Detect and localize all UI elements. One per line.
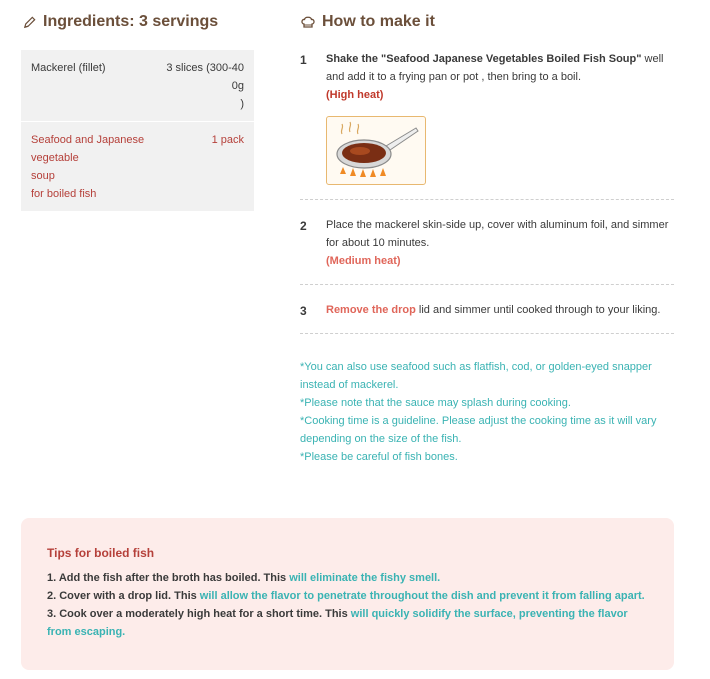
step-divider: [300, 284, 674, 285]
frying-pan-icon: [330, 120, 422, 182]
step-2: [300, 214, 674, 270]
note: *Cooking time is a guideline. Please adjust the cooking time as it will vary depending on the size of the fish.: [300, 415, 657, 445]
note: *Please note that the sauce may splash during cooking.: [300, 397, 571, 409]
pencil-icon: [22, 15, 37, 30]
step-body: Shake the "Seafood Japanese Vegetables Boiled Fish Soup" well and add it to a frying pan or pot , then bring to a boil. (High heat): [326, 50, 674, 185]
tips-text: 1. Add the fish after the broth has boiled. This will eliminate the fishy smell. 2. Cover with a drop lid. This will allow the flavor to penetrate throughout the dish and prevent it from falling apart. 3. Cook over a moderately high heat for a short time. This will quickly solidify the surface, preventing the flavor from escaping.: [47, 572, 645, 638]
method-steps: [300, 48, 674, 348]
tips-box: [21, 518, 674, 670]
ingredient-row: [21, 122, 254, 211]
method-title: How to make it: [322, 13, 435, 30]
ingredient-name: Mackerel (fillet): [31, 62, 106, 74]
cooking-notes: [300, 358, 674, 466]
heat-level: (High heat): [326, 89, 384, 101]
step-1: [300, 48, 674, 185]
ingredients-title: Ingredients: 3 servings: [43, 13, 219, 30]
ingredient-quantity: 3 slices (300-40 0g ): [166, 62, 244, 110]
ingredient-row: [21, 50, 254, 121]
step-3: [300, 299, 674, 319]
step-body: Remove the drop lid and simmer until cooked through to your liking.: [326, 304, 661, 316]
drop-lid-link[interactable]: Remove the drop: [326, 304, 416, 316]
chef-hat-icon: [300, 14, 316, 30]
heat-level: (Medium heat): [326, 255, 401, 267]
step-divider: [300, 333, 674, 334]
step-number: 1: [300, 53, 307, 67]
tips-title: Tips for boiled fish: [47, 546, 155, 560]
step-number: 2: [300, 219, 307, 233]
note: *You can also use seafood such as flatfish, cod, or golden-eyed snapper instead of mackerel.: [300, 361, 652, 391]
note: *Please be careful of fish bones.: [300, 451, 458, 463]
step-body: Place the mackerel skin-side up, cover with aluminum foil, and simmer for about 10 minutes. (Medium heat): [326, 216, 674, 270]
step-number: 3: [300, 304, 307, 318]
ingredient-quantity: 1 pack: [211, 134, 244, 146]
ingredient-name[interactable]: Seafood and Japanese vegetable soup for boiled fish: [31, 134, 145, 200]
ingredients-table: [21, 50, 254, 211]
ingredients-heading: [22, 13, 218, 31]
step-divider: [300, 199, 674, 200]
method-heading: [300, 13, 435, 31]
frying-pan-illustration: [326, 116, 426, 185]
